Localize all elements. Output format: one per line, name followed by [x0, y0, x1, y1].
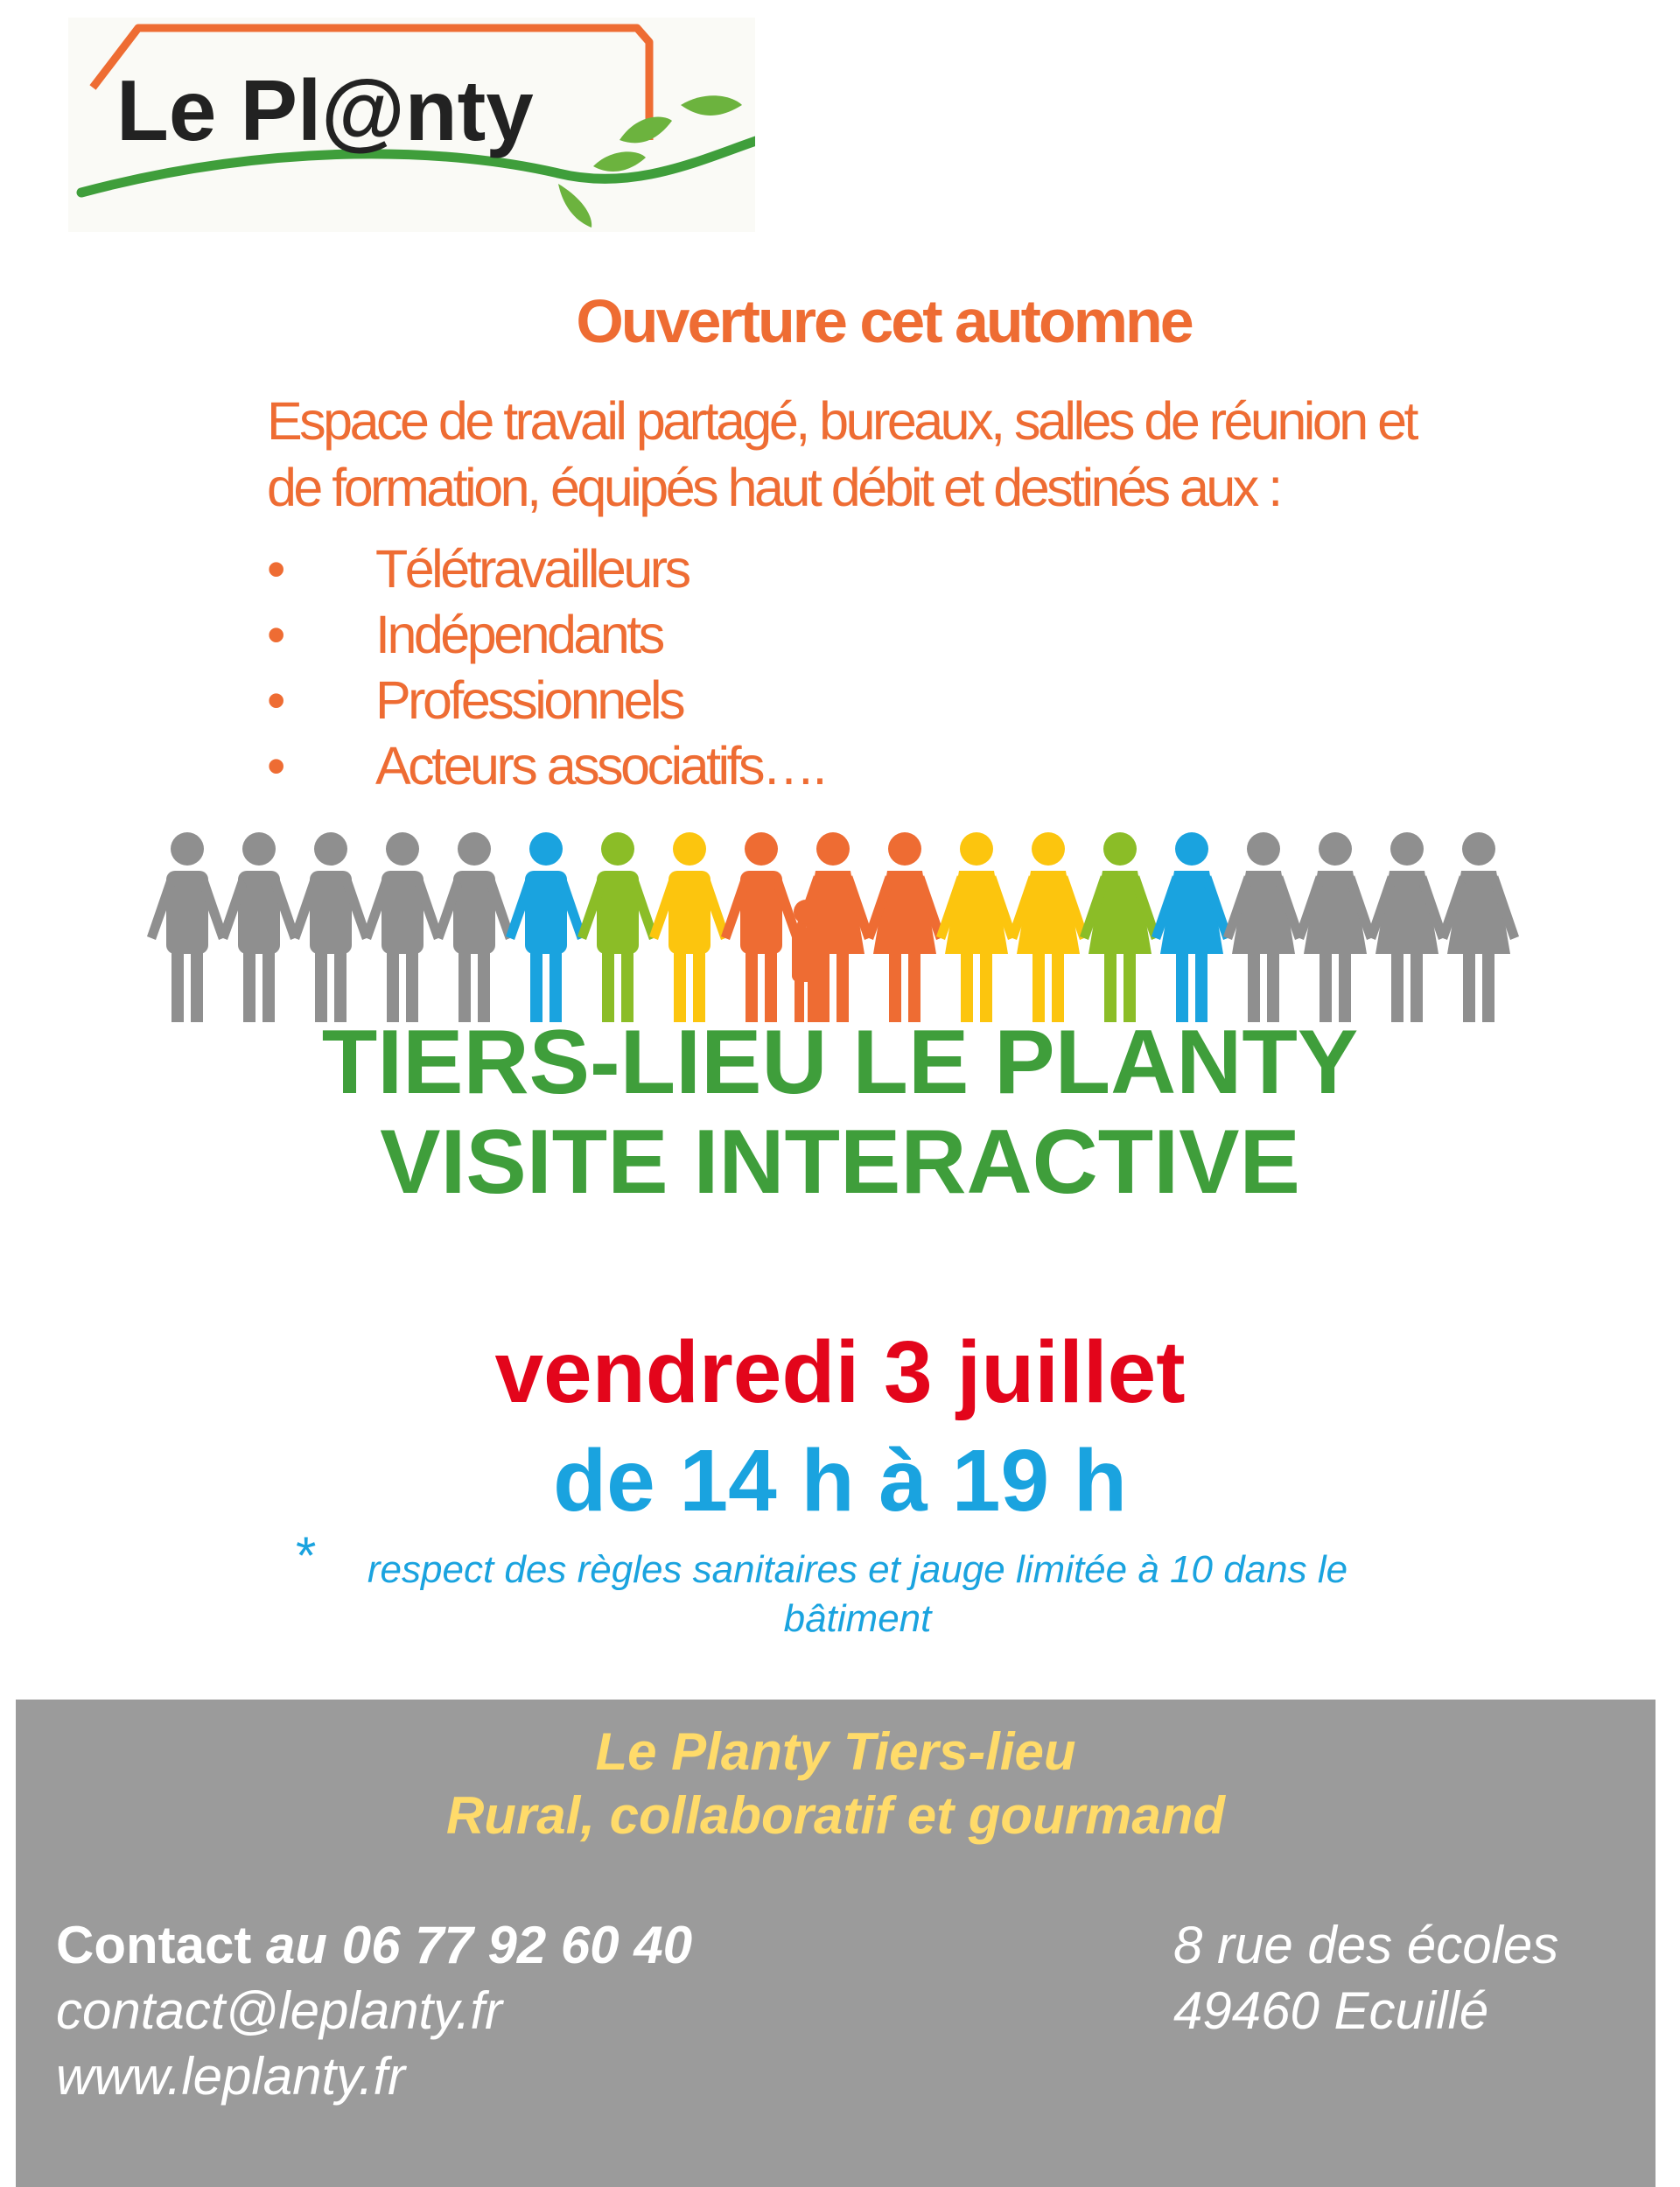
note-marker: * — [296, 1526, 317, 1585]
list-item-label: Acteurs associatifs…. — [375, 736, 824, 796]
bullet: • — [267, 539, 283, 599]
person-figure — [1223, 832, 1304, 1022]
person-figure — [1295, 832, 1376, 1022]
person-figure — [147, 832, 228, 1022]
intro-line-2: de formation, équipés haut débit et destinés aux : — [267, 458, 1280, 517]
people-row-graphic — [150, 831, 1542, 1024]
intro-text — [267, 388, 1579, 521]
bullet: • — [267, 736, 283, 796]
intro-line-1: Espace de travail partagé, bureaux, salles de réunion et — [267, 391, 1417, 451]
event-time: de 14 h à 19 h — [553, 1432, 1127, 1530]
contact-phone[interactable]: au 06 77 92 60 40 — [266, 1916, 693, 1974]
person-figure — [864, 832, 945, 1022]
sanitary-note-line-2: bâtiment — [783, 1597, 932, 1640]
logo-text: Le Pl@nty — [116, 62, 534, 158]
contact-label: Contact — [56, 1916, 252, 1974]
bullet: • — [267, 605, 283, 664]
person-figure — [290, 832, 371, 1022]
list-item-label: Professionnels — [375, 670, 683, 730]
people-illustration — [150, 831, 1542, 1024]
person-figure — [1080, 832, 1160, 1022]
list-item-label: Télétravailleurs — [375, 539, 689, 599]
address-line-1: 8 rue des écoles — [1173, 1916, 1559, 1974]
person-figure — [506, 832, 586, 1022]
logo — [68, 18, 755, 232]
footer-banner — [16, 1700, 1656, 2187]
sanitary-note — [315, 1546, 1400, 1644]
address-block — [1173, 1912, 1558, 2043]
tagline-2: Rural, collaboratif et gourmand — [445, 1786, 1226, 1845]
person-figure — [936, 832, 1017, 1022]
event-title-line-1: TIERS-LIEU LE PLANTY — [321, 1012, 1359, 1113]
tagline-1: Le Planty Tiers-lieu — [595, 1722, 1076, 1781]
person-figure — [578, 832, 658, 1022]
person-figure — [793, 832, 873, 1022]
person-figure — [649, 832, 730, 1022]
event-title-line-2: VISITE INTERACTIVE — [380, 1111, 1300, 1213]
person-figure — [1367, 832, 1447, 1022]
contact-block — [56, 1912, 692, 2109]
contact-phone-line — [56, 1912, 692, 1978]
person-figure — [1152, 832, 1232, 1022]
headline: Ouverture cet automne — [576, 287, 1192, 355]
person-figure — [721, 832, 802, 1022]
person-figure — [434, 832, 514, 1022]
event-date: vendredi 3 juillet — [494, 1323, 1186, 1421]
person-figure — [1008, 832, 1088, 1022]
website-link[interactable]: www.leplanty.fr — [56, 2047, 406, 2106]
list-item-label: Indépendants — [375, 605, 662, 664]
person-figure — [219, 832, 299, 1022]
person-figure — [1438, 832, 1519, 1022]
person-figure — [362, 832, 443, 1022]
contact-email[interactable]: contact@leplanty.fr — [56, 1981, 503, 2040]
logo-graphic — [68, 18, 755, 232]
sanitary-note-line-1: respect des règles sanitaires et jauge limitée à 10 dans le — [367, 1548, 1348, 1591]
child-figure — [792, 900, 820, 1022]
address-line-2: 49460 Ecuillé — [1173, 1981, 1489, 2040]
bullet: • — [267, 670, 283, 730]
